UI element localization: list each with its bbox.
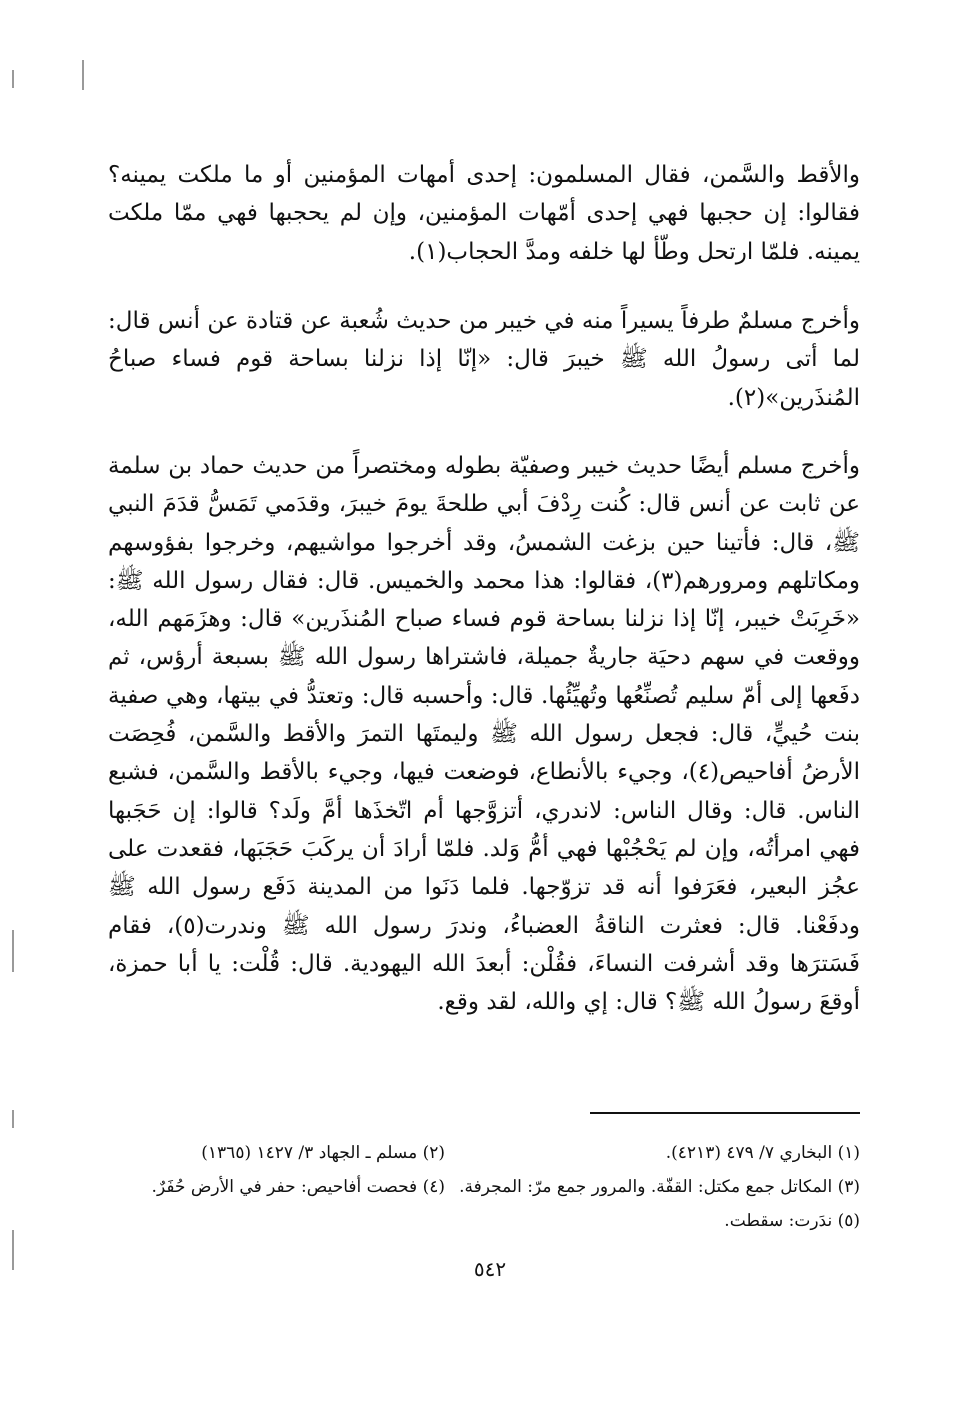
body-paragraph: وأخرج مسلم أيضًا حديث خيبر وصفيّة بطوله ومختصراً من حديث حماد بن سلمة عن ثابت عن أنس قال: كُنت رِدْفَ أبي طلحةَ يومَ خيبرَ، وقدَمي تَمَسُّ قدَمَ النبي ﷺ، قال: فأتينا حين بزغت الشمسُ، وقد أخرجوا مواشيهم، وخرجوا بفؤوسهم ومكاتلهم ومرورهم(٣)، فقالوا: هذا محمد والخميس. قال: فقال رسول الله ﷺ: «خَرِبَتْ خيبر، إنّا إذا نزلنا بساحة قوم فساء صباح المُنذَرين» قال: وهزَمَهم الله، ووقعت في سهم دحيَة جاريةٌ جميلة، فاشتراها رسول الله ﷺ بسبعة أرؤس، ثم دفَعها إلى أمّ سليم تُصنِّعُها وتُهيِّئُها. قال: وأحسبه قال: وتعتدُّ في بيتها، وهي صفية بنت حُييٍّ، قال: فجعل رسول الله ﷺ وليمتَها التمرَ والأقط والسَّمن، فُحِصَت الأرضُ أفاحيص(٤)، وجيء بالأنطاع، فوضعت فيها، وجيء بالأقط والسَّمن، فشبع الناس. قال: وقال الناس: لاندري، أتزوَّجها أم اتّخذَها أمَّ ولَد؟ قالوا: إن حَجَبها فهي امرأتُه، وإن لم يَحْجُبْها فهي أمُّ وَلد. فلمّا أرادَ أن يركَبَ حَجَبَها، فقعدت على عجُز البعير، فعَرَفوا أنه قد تزوّجها. فلما دَنَوا من المدينة دَفَع رسول الله ﷺ ودفَعْنا. قال: فعثرت الناقةُ العضباءُ، وندرَ رسول الله ﷺ وندرت(٥)، فقام فَسَترَها وقد أشرفت النساءَ، فقُلْن: أبعدَ الله اليهودية. قال: قُلْت: يا أبا حمزة، أوقعَ رسولُ الله ﷺ؟ قال: إي والله، لقد وقع. [108, 453, 860, 1016]
body-paragraph: والأقط والسَّمن، فقال المسلمون: إحدى أمهات المؤمنين أو ما ملكت يمينه؟ فقالوا: إن حجبها فهي إحدى أمّهات المؤمنين، وإن لم يحجبها فهي ممّا ملكت يمينه. فلمّا ارتحل وطّأ لها خلفه ومدَّ الحجاب(١). [108, 162, 860, 265]
footnote-row [108, 1206, 860, 1236]
footnote-2: (٢) مسلم ـ الجهاد ٣/ ١٤٢٧ (١٣٦٥) [201, 1143, 445, 1163]
footnote-5: (٥) ندَرت: سقطت. [724, 1211, 860, 1231]
footnote-row [108, 1172, 860, 1202]
footnote-3: (٣) المكاتل جمع مكتل: القفّة. والمرور جمع مرّ: المجرفة. [459, 1177, 860, 1197]
scan-artifact [12, 1230, 14, 1270]
body-paragraph: وأخرج مسلمٌ طرفاً يسيراً منه في خيبر من حديث شُعبة عن قتادة عن أنس قال: لما أتى رسولُ الله ﷺ خيبرَ قال: «إنّا إذا نزلنا بساحة قوم فساء صباحُ المُنذَرين»(٢). [108, 308, 860, 411]
scan-artifact [12, 1110, 14, 1128]
scan-artifact [12, 930, 14, 972]
footnote-separator [590, 1112, 860, 1114]
footnote-row [108, 1138, 860, 1168]
scan-artifact [82, 60, 84, 90]
footnote-4: (٤) فحصت أفاحيص: حفر في الأرض حُفَرٌ. [151, 1177, 445, 1197]
footnote-1: (١) البخاري ٧/ ٤٧٩ (٤٢١٣). [665, 1143, 860, 1163]
scan-artifact [12, 70, 14, 88]
page-number: ٥٤٢ [473, 1257, 507, 1281]
